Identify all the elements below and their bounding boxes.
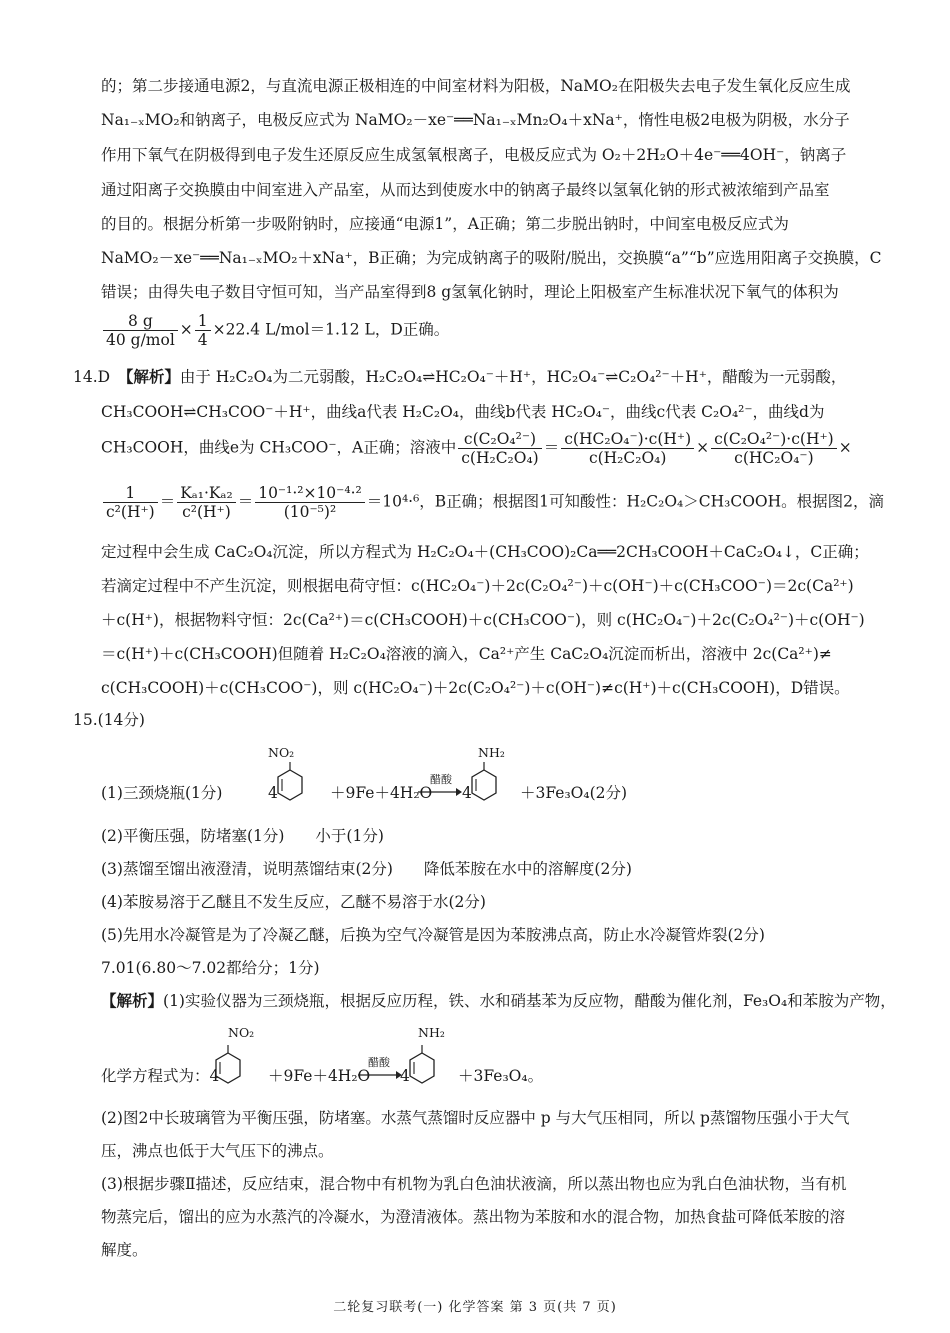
fraction-line: $\frac{1}{\text{c²(H⁺)}}$ ＝ $\frac{\text{Kₐ₁·Kₐ₂}}{\text{c²(H⁺)}}$ ＝ $\frac{\text{10⁻¹·²×10⁻⁴·²}}{\text{(10⁻⁵)²}}$ ＝10⁴·⁶，B正确；根据图1可知酸性：H₂C₂O₄＞CH₃COOH。根据图2，滴 <box>101 484 884 521</box>
question-14-line: 14.D 【解析】由于 H₂C₂O₄为二元弱酸，H₂C₂O₄⇌HC₂O₄⁻＋H⁺，HC₂O₄⁻⇌C₂O₄²⁻＋H⁺，醋酸为一元弱酸， <box>73 367 847 386</box>
text-line: (2)图2中长玻璃管为平衡压强，防堵塞。水蒸气蒸馏时反应器中 p 与大气压相同，所以 p蒸馏物压强小于大气 <box>101 1109 850 1127</box>
catalyst-label: 醋酸 <box>430 773 452 786</box>
coefficient: 4 <box>268 784 278 802</box>
answer-5: (5)先用水冷凝管是为了冷凝乙醚，后换为空气冷凝管是因为苯胺沸点高，防止水冷凝管炸裂(2分) <box>101 926 765 944</box>
coefficient: 4 <box>462 784 472 802</box>
reaction-middle: ＋9Fe＋4H₂O <box>330 784 433 802</box>
text-line: 压，沸点也低于大气压下的沸点。 <box>101 1142 334 1160</box>
text-line: CH₃COOH⇌CH₃COO⁻＋H⁺，曲线a代表 H₂C₂O₄，曲线b代表 HC₂O₄⁻，曲线c代表 C₂O₄²⁻，曲线d为 <box>101 403 825 421</box>
analysis-equation-lead: 化学方程式为：4 <box>101 1067 220 1085</box>
fraction: $\frac{8 g}{\text{40 g/mol}}$ <box>103 312 178 349</box>
answer-1: (1)三颈烧瓶(1分) <box>101 784 223 802</box>
arrow-icon <box>418 786 462 798</box>
aniline-ring-icon <box>408 1045 444 1093</box>
text-line: 的目的。根据分析第一步吸附钠时，应接通“电源1”，A正确；第二步脱出钠时，中间室电极反应式为 <box>101 215 789 233</box>
text-line: 解度。 <box>101 1241 148 1259</box>
nitrobenzene-ring-icon <box>276 762 312 810</box>
reaction-middle: ＋9Fe＋4H₂O <box>268 1067 371 1085</box>
text-line: 错误；由得失电子数目守恒可知，当产品室得到8 g氢氧化钠时，理论上阳极室产生标准状况下氧气的体积为 <box>101 283 839 301</box>
text-line: c(CH₃COOH)＋c(CH₃COO⁻)，则 c(HC₂O₄⁻)＋2c(C₂O₄²⁻)＋c(OH⁻)≠c(H⁺)＋c(CH₃COOH)，D错误。 <box>101 679 850 697</box>
analysis-line: 【解析】(1)实验仪器为三颈烧瓶，根据反应历程，铁、水和硝基苯为反应物，醋酸为催化剂，Fe₃O₄和苯胺为产物， <box>101 991 896 1010</box>
catalyst-label: 醋酸 <box>368 1056 390 1069</box>
text-line: 定过程中会生成 CaC₂O₄沉淀，所以方程式为 H₂C₂O₄＋(CH₃COO)₂Ca══2CH₃COOH＋CaC₂O₄↓，C正确； <box>101 543 869 561</box>
reaction-end: ＋3Fe₃O₄。 <box>458 1067 544 1085</box>
answer-6: 7.01(6.80～7.02都给分；1分) <box>101 959 320 977</box>
nitro-group-label: NO₂ <box>268 745 295 760</box>
text-line: 物蒸完后，馏出的应为水蒸汽的冷凝水，为澄清液体。蒸出物为苯胺和水的混合物，加热食盐可降低苯胺的溶 <box>101 1208 846 1226</box>
answer-2: (2)平衡压强，防堵塞(1分) 小于(1分) <box>101 827 384 845</box>
aniline-ring-icon <box>470 762 506 810</box>
answer-4: (4)苯胺易溶于乙醚且不发生反应，乙醚不易溶于水(2分) <box>101 893 486 911</box>
reaction-end: ＋3Fe₃O₄(2分) <box>520 784 628 802</box>
coefficient: 4 <box>400 1067 410 1085</box>
amino-group-label: NH₂ <box>478 745 505 760</box>
text-line: 若滴定过程中不产生沉淀，则根据电荷守恒：c(HC₂O₄⁻)＋2c(C₂O₄²⁻)＋c(OH⁻)＋c(CH₃COO⁻)＝2c(Ca²⁺) <box>101 577 854 595</box>
text-line: ＋c(H⁺)，根据物料守恒：2c(Ca²⁺)＝c(CH₃COOH)＋c(CH₃COO⁻)，则 c(HC₂O₄⁻)＋2c(C₂O₄²⁻)＋c(OH⁻) <box>101 611 865 629</box>
page-footer: 二轮复习联考(一) 化学答案 第 3 页(共 7 页) <box>333 1300 617 1315</box>
text-line: 的；第二步接通电源2，与直流电源正极相连的中间室材料为阳极，NaMO₂在阳极失去电子发生氧化反应生成 <box>101 77 851 95</box>
text-line: (3)根据步骤Ⅱ描述，反应结束，混合物中有机物为乳白色油状液滴，所以蒸出物也应为乳白色油状物，当有机 <box>101 1175 847 1193</box>
fraction-line: $\frac{8 g}{\text{40 g/mol}}$ × $\frac{1}{4}$ ×22.4 L/mol＝1.12 L，D正确。 <box>101 312 449 349</box>
fraction: $\frac{1}{4}$ <box>195 312 211 349</box>
nitro-group-label: NO₂ <box>228 1025 255 1040</box>
arrow-icon <box>358 1069 402 1081</box>
text-line: ＝c(H⁺)＋c(CH₃COOH)但随着 H₂C₂O₄溶液的滴入，Ca²⁺产生 CaC₂O₄沉淀而析出，溶液中 2c(Ca²⁺)≠ <box>101 645 832 663</box>
text-line: Na₁₋ₓMO₂和钠离子，电极反应式为 NaMO₂－xe⁻══Na₁₋ₓMn₂O₄＋xNa⁺，惰性电极2电极为阴极，水分子 <box>101 111 850 129</box>
text-line: 作用下氧气在阴极得到电子发生还原反应生成氢氧根离子，电极反应式为 O₂＋2H₂O＋4e⁻══4OH⁻，钠离子 <box>101 146 847 164</box>
fraction-line: CH₃COOH，曲线e为 CH₃COO⁻，A正确；溶液中 $\frac{\text{c(C₂O₄²⁻)}}{\text{c(H₂C₂O₄)}}$ ＝ $\frac{\text{c(HC₂O₄⁻)·c(H⁺)}}{\text{c(H₂C₂O₄)}}$ × $\frac{\text{c(C₂O₄²⁻)·c(H⁺)}}{\text{c(HC₂O₄⁻)}}$ × <box>101 430 852 467</box>
text-line: 通过阳离子交换膜由中间室进入产品室，从而达到使废水中的钠离子最终以氢氧化钠的形式被浓缩到产品室 <box>101 181 830 199</box>
amino-group-label: NH₂ <box>418 1025 445 1040</box>
question-15-heading: 15.(14分) <box>73 711 145 729</box>
answer-3: (3)蒸馏至馏出液澄清，说明蒸馏结束(2分) 降低苯胺在水中的溶解度(2分) <box>101 860 632 878</box>
text-line: NaMO₂－xe⁻══Na₁₋ₓMO₂＋xNa⁺，B正确；为完成钠离子的吸附/脱出，交换膜“a”“b”应选用阳离子交换膜，C <box>101 249 882 267</box>
nitrobenzene-ring-icon <box>214 1045 250 1093</box>
